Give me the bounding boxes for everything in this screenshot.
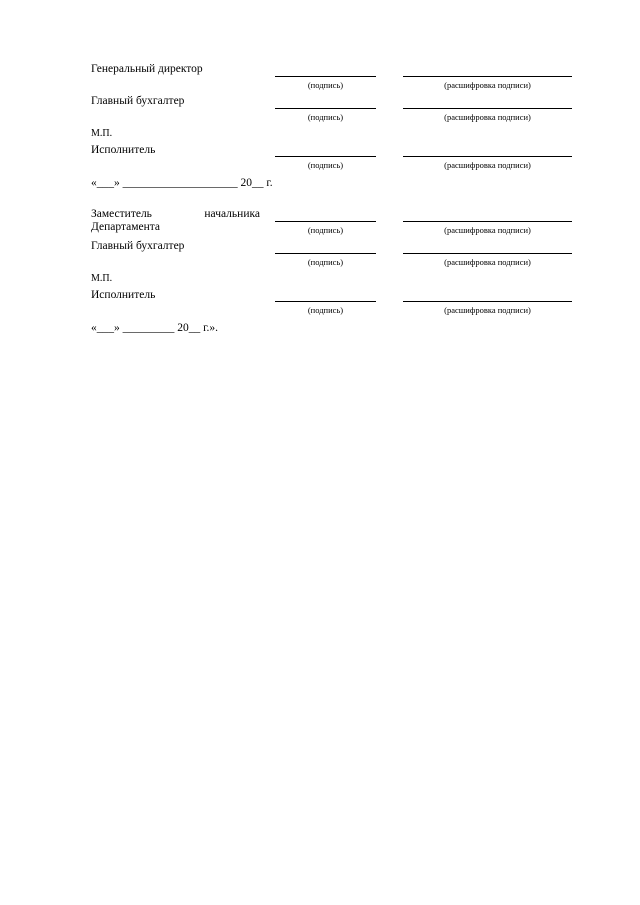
decode-caption: (расшифровка подписи) bbox=[444, 305, 531, 315]
signature-caption: (подпись) bbox=[307, 80, 344, 90]
chief-accountant-label: Главный бухгалтер bbox=[91, 95, 185, 107]
signature-line-chief-accountant[interactable] bbox=[275, 108, 376, 109]
signature-line-executor[interactable] bbox=[275, 156, 376, 157]
department-label: Департамента bbox=[91, 221, 161, 233]
decode-line-deputy-head[interactable] bbox=[403, 221, 572, 222]
decode-line-chief-accountant-2[interactable] bbox=[403, 253, 572, 254]
deputy-head-label bbox=[91, 208, 260, 221]
signature-line-general-director[interactable] bbox=[275, 76, 376, 77]
chief-accountant-label-2: Главный бухгалтер bbox=[91, 240, 185, 252]
decode-caption: (расшифровка подписи) bbox=[444, 112, 531, 122]
general-director-label: Генеральный директор bbox=[91, 63, 203, 75]
decode-line-executor[interactable] bbox=[403, 156, 572, 157]
signature-caption: (подпись) bbox=[307, 225, 344, 235]
executor-label: Исполнитель bbox=[91, 144, 156, 156]
decode-caption: (расшифровка подписи) bbox=[444, 160, 531, 170]
decode-caption: (расшифровка подписи) bbox=[444, 257, 531, 267]
signature-caption: (подпись) bbox=[307, 112, 344, 122]
executor-label-2: Исполнитель bbox=[91, 289, 156, 301]
date-line[interactable]: «___» ____________________ 20__ г. bbox=[91, 177, 273, 189]
stamp-placeholder-2: М.П. bbox=[91, 273, 113, 284]
head-word: начальника bbox=[204, 208, 260, 220]
signature-line-executor-2[interactable] bbox=[275, 301, 376, 302]
decode-line-executor-2[interactable] bbox=[403, 301, 572, 302]
decode-line-chief-accountant[interactable] bbox=[403, 108, 572, 109]
signature-caption: (подпись) bbox=[307, 257, 344, 267]
signature-line-chief-accountant-2[interactable] bbox=[275, 253, 376, 254]
decode-caption: (расшифровка подписи) bbox=[444, 80, 531, 90]
stamp-placeholder: М.П. bbox=[91, 128, 113, 139]
deputy-word: Заместитель bbox=[91, 208, 152, 220]
decode-caption: (расшифровка подписи) bbox=[444, 225, 531, 235]
signature-caption: (подпись) bbox=[307, 160, 344, 170]
signature-line-deputy-head[interactable] bbox=[275, 221, 376, 222]
signature-caption: (подпись) bbox=[307, 305, 344, 315]
decode-line-general-director[interactable] bbox=[403, 76, 572, 77]
date-line-2[interactable]: «___» _________ 20__ г.». bbox=[91, 322, 219, 334]
